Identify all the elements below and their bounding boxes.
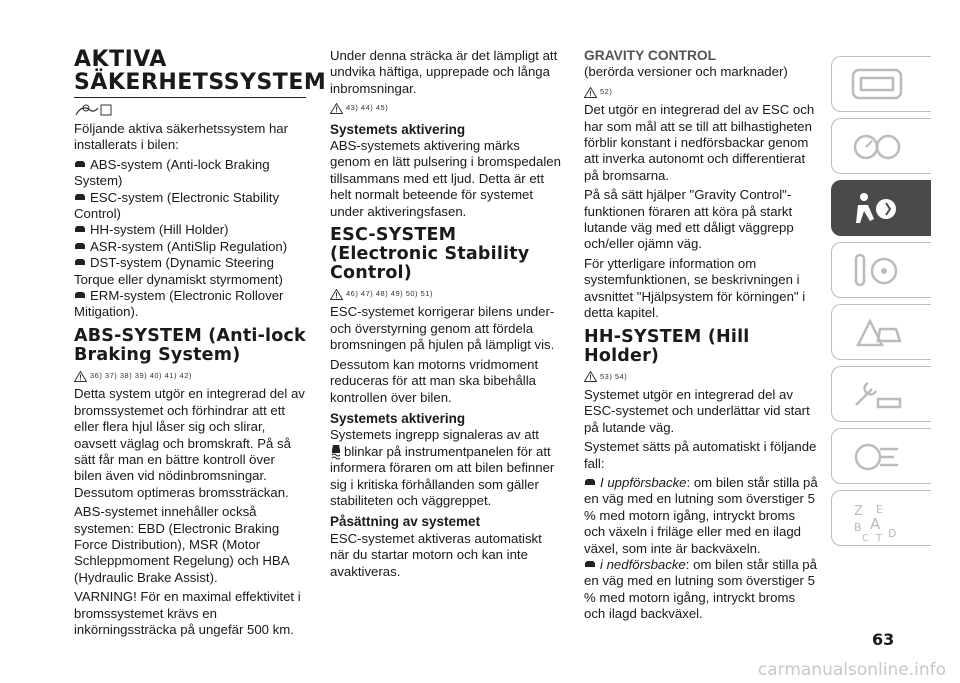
warning-refs: [74, 368, 306, 384]
tab-emergency[interactable]: [831, 304, 931, 360]
hh-heading: HH-SYSTEM (Hill Holder): [584, 326, 750, 366]
index-letters-icon: [850, 499, 904, 543]
paragraph: Dessutom kan motorns vridmoment reduceras för att man ska bibehålla kontrollen över bilen.: [330, 356, 539, 405]
paragraph: ESC-systemet korrigerar bilens under- och överstyrning genom att fördela bromsningen på hjulen på lämpligt vis.: [330, 304, 555, 353]
warning-icon: [584, 87, 597, 98]
fiat-logo-icon: [74, 102, 306, 120]
paragraph: Systemet sätts på automatiskt i följande fall:: [584, 439, 817, 471]
refs-text: 36) 37) 38) 39) 40) 41) 42): [90, 370, 192, 380]
warning-icon: [74, 371, 87, 382]
abs-paragraph-1: Detta system utgör en integrerad del av bromssystemet och förhindrar att ett eller flera hjul låser sig och slirar, oavsett väglag och bromskraft. På så sätt får man en bättre kontroll över bilen även vid nödinbromsningar. Dessutom optimeras bromssträckan.: [74, 386, 305, 500]
car-bullet-icon: [74, 160, 86, 168]
paragraph: Systemet utgör en integrerad del av ESC-systemet och underlättar vid start på lutande väg.: [584, 386, 810, 435]
gravity-control-heading: GRAVITY CONTROL: [584, 48, 717, 63]
svg-text:T: T: [876, 533, 883, 543]
tab-car-dashboard[interactable]: [831, 56, 931, 112]
car-bullet-icon: [584, 560, 596, 568]
list-item-text: : om bilen står stilla på en väg med en lutning som överstiger 5 % med motorn igång, intryckt broms och växeln i friläge eller med en ilagd växel, som inte är backväxeln.: [584, 474, 818, 556]
list-item-text: ERM-system (Electronic Rollover Mitigation).: [74, 288, 284, 320]
paragraph: På så sätt hjälper "Gravity Control"-funktionen föraren att köra på starkt lutande väg med ett dåligt väggrepp och/eller ojämn väg.: [584, 187, 794, 252]
list-item-text: DST-system (Dynamic Steering Torque eller dynamiskt styrmoment): [74, 255, 283, 287]
gravity-control-subtitle: (berörda versioner och marknader): [584, 64, 788, 80]
warning-refs: [330, 286, 562, 302]
abs-paragraph-2: ABS-systemet innehåller också systemen: EBD (Electronic Braking Force Distribution), MSR (Motor Schleppmoment Regelung) och HBA (Hydraulic Brake Assist).: [74, 504, 289, 585]
tab-technical-data[interactable]: [831, 428, 931, 484]
esc-warning-light-icon: [330, 444, 342, 460]
warning-icon: [330, 103, 343, 114]
key-start-icon: [850, 251, 904, 291]
list-item: [74, 239, 306, 255]
list-item: [584, 475, 818, 557]
list-item-text: ABS-system (Anti-lock Braking System): [74, 156, 270, 189]
technical-data-icon: [850, 437, 904, 477]
paragraph: Det utgör en integrerad del av ESC och har som mål att se till att bilhastigheten förblir konstant i nedförsbackar genom att inverka autonomt och differentierat på bromsarna.: [584, 102, 815, 183]
airbag-seat-icon: [850, 189, 904, 229]
warning-triangle-icon: [850, 313, 904, 353]
svg-text:Z: Z: [854, 504, 863, 519]
tab-maintenance[interactable]: [831, 366, 931, 422]
paragraph-text: blinkar på instrumentpanelen för att informera föraren om att bilen befinner sig i kritiska förhållanden som gäller stabiliteten och väggreppet.: [330, 443, 555, 508]
warning-refs: [330, 100, 562, 116]
dashboard-gauge-icon: [850, 127, 904, 167]
svg-text:C: C: [862, 533, 869, 543]
refs-text: 52): [600, 86, 613, 96]
car-bullet-icon: [584, 478, 596, 486]
watermark: carmanualsonline.info: [757, 660, 946, 680]
wrench-car-icon: [850, 375, 904, 415]
svg-text:E: E: [876, 503, 883, 516]
intro-text: Följande aktiva säkerhetssystem har installerats i bilen:: [74, 121, 289, 153]
list-item-text: : om bilen står stilla på en väg med en lutning som överstiger 5 % med motorn igång, intryckt broms och ilagd backväxel.: [584, 556, 817, 622]
warning-refs: [584, 369, 818, 385]
car-bullet-icon: [74, 258, 86, 266]
subheading: Påsättning av systemet: [330, 514, 481, 530]
paragraph: För ytterligare information om systemfunktionen, se beskrivningen i avsnittet "Hjälpsystem för körningen" i detta kapitel.: [584, 255, 806, 321]
tab-index[interactable]: [831, 490, 931, 546]
heading-rule: [74, 97, 306, 98]
warning-icon: [330, 289, 343, 300]
tab-instrument-panel[interactable]: [831, 118, 931, 174]
list-item: [74, 255, 306, 288]
esc-heading: ESC-SYSTEM (Electronic Stability Control): [330, 225, 530, 284]
car-bullet-icon: [74, 193, 86, 201]
list-item-label: i nedförsbacke: [600, 556, 686, 572]
tab-starting-driving[interactable]: [831, 242, 931, 298]
refs-text: 46) 47) 48) 49) 50) 51): [346, 289, 433, 299]
refs-text: 53) 54): [600, 371, 628, 381]
page-heading: AKTIVA SÄKERHETSSYSTEM: [74, 47, 327, 95]
tab-safety[interactable]: [831, 180, 931, 236]
paragraph: ABS-systemets aktivering märks genom en lätt pulsering i bromspedalen tillsammans med ett ljud. Detta är ett helt normalt beteende för systemet under aktiveringsfasen.: [330, 138, 561, 219]
list-item-text: ASR-system (AntiSlip Regulation): [90, 238, 288, 254]
subheading: Systemets aktivering: [330, 121, 466, 137]
warning-refs: [584, 84, 818, 100]
refs-text: 43) 44) 45): [346, 103, 389, 113]
system-list: [74, 157, 306, 321]
svg-text:A: A: [870, 515, 881, 533]
car-bullet-icon: [74, 225, 86, 233]
column-1: [74, 47, 327, 641]
svg-text:D: D: [888, 527, 897, 540]
paragraph: ESC-systemet aktiveras automatiskt när du startar motorn och kan inte avaktiveras.: [330, 530, 542, 579]
list-item: [74, 190, 306, 223]
list-item-text: HH-system (Hill Holder): [90, 222, 229, 238]
page-number: 63: [872, 630, 895, 649]
car-bullet-icon: [74, 242, 86, 250]
paragraph: Under denna sträcka är det lämpligt att undvika häftiga, upprepade och långa inbromsningar.: [330, 48, 558, 96]
list-item-text: ESC-system (Electronic Stability Control): [74, 189, 280, 222]
abs-paragraph-3: VARNING! För en maximal effektivitet i bromssystemet krävs en inkörningssträcka på ungefär 500 km.: [74, 589, 301, 637]
list-item: [74, 157, 306, 190]
svg-text:B: B: [854, 521, 862, 534]
car-dashboard-icon: [850, 65, 904, 105]
list-item: [74, 222, 306, 238]
warning-icon: [584, 371, 597, 382]
list-item-label: I uppförsbacke: [600, 474, 687, 490]
column-3: [584, 48, 818, 623]
list-item: [584, 557, 818, 623]
subheading: Systemets aktivering: [330, 410, 466, 426]
paragraph-text: Systemets ingrepp signaleras av att: [330, 427, 539, 443]
abs-heading: ABS-SYSTEM (Anti-lock Braking System): [74, 325, 306, 365]
paragraph: [330, 427, 562, 509]
column-2: [330, 48, 562, 583]
car-bullet-icon: [74, 291, 86, 299]
list-item: [74, 288, 306, 321]
